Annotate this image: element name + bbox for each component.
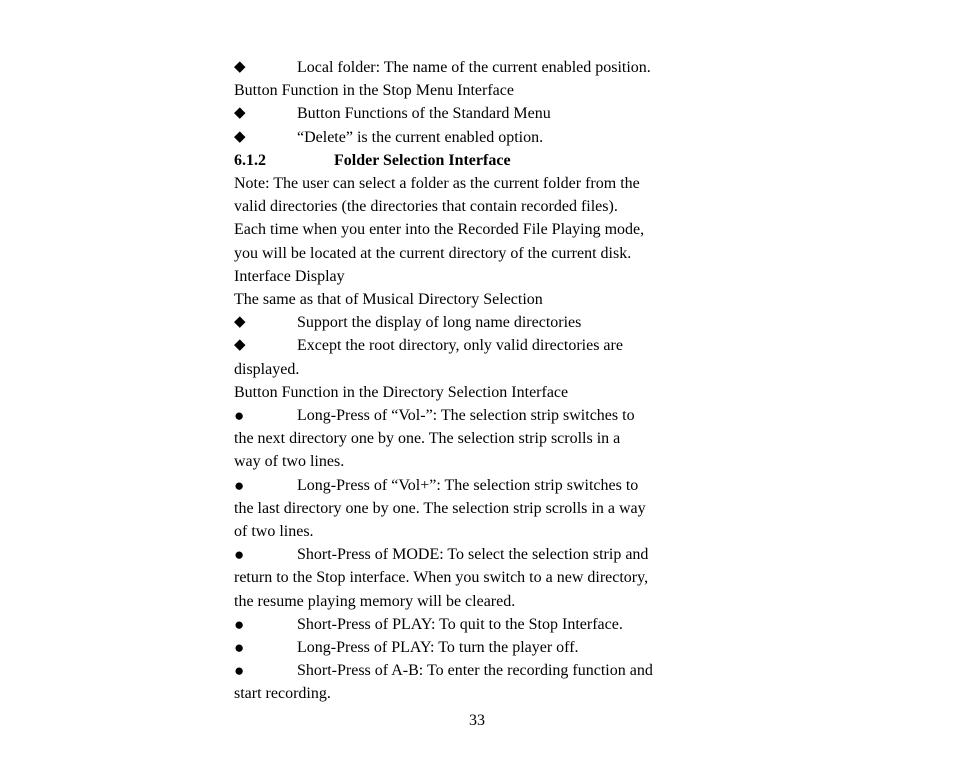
dot-bullet-icon: ● bbox=[234, 475, 245, 495]
bullet-text: Short-Press of A-B: To enter the recording function and bbox=[297, 662, 653, 680]
section-number: 6.1.2 bbox=[234, 151, 266, 169]
bullet-item bbox=[234, 474, 734, 497]
diamond-bullet-icon: ◆ bbox=[234, 337, 246, 354]
bullet-item bbox=[234, 102, 734, 125]
text-line: start recording. bbox=[234, 685, 331, 703]
bullet-item bbox=[234, 56, 734, 79]
text-line: displayed. bbox=[234, 360, 300, 378]
bullet-item bbox=[234, 613, 734, 636]
text-line: the resume playing memory will be cleared. bbox=[234, 592, 516, 610]
bullet-text: Local folder: The name of the current enabled position. bbox=[297, 59, 651, 76]
text-line: Interface Display bbox=[234, 267, 345, 285]
diamond-bullet-icon: ◆ bbox=[234, 128, 246, 145]
bullet-item bbox=[234, 659, 734, 682]
text-line: Button Function in the Stop Menu Interface bbox=[234, 82, 514, 100]
bullet-text: Long-Press of “Vol-”: The selection strip switches to bbox=[297, 407, 635, 425]
bullet-item bbox=[234, 334, 734, 357]
bullet-text: Short-Press of PLAY: To quit to the Stop Interface. bbox=[297, 615, 623, 633]
bullet-text: Long-Press of “Vol+”: The selection strip switches to bbox=[297, 476, 639, 494]
section-heading bbox=[234, 149, 734, 172]
diamond-bullet-icon: ◆ bbox=[234, 105, 246, 122]
text-line: The same as that of Musical Directory Selection bbox=[234, 291, 543, 309]
bullet-item bbox=[234, 404, 734, 427]
bullet-item bbox=[234, 126, 734, 149]
text-line: Button Function in the Directory Selection Interface bbox=[234, 383, 569, 401]
bullet-text: Long-Press of PLAY: To turn the player off. bbox=[297, 639, 579, 657]
dot-bullet-icon: ● bbox=[234, 661, 245, 681]
text-line: the last directory one by one. The selection strip scrolls in a way bbox=[234, 499, 646, 517]
text-line: Note: The user can select a folder as the current folder from the bbox=[234, 175, 640, 193]
diamond-bullet-icon: ◆ bbox=[234, 59, 246, 75]
bullet-text: “Delete” is the current enabled option. bbox=[297, 128, 544, 146]
text-line: the next directory one by one. The selection strip scrolls in a bbox=[234, 430, 621, 448]
document-page bbox=[234, 56, 734, 706]
page-number: 33 bbox=[469, 712, 485, 729]
bullet-text: Short-Press of MODE: To select the selection strip and bbox=[297, 546, 649, 564]
bullet-item bbox=[234, 636, 734, 659]
bullet-item bbox=[234, 311, 734, 334]
diamond-bullet-icon: ◆ bbox=[234, 314, 246, 331]
bullet-text: Button Functions of the Standard Menu bbox=[297, 105, 551, 123]
bullet-text: Except the root directory, only valid directories are bbox=[297, 337, 623, 355]
text-line: you will be located at the current directory of the current disk. bbox=[234, 244, 632, 262]
dot-bullet-icon: ● bbox=[234, 614, 245, 634]
text-line: Each time when you enter into the Recorded File Playing mode, bbox=[234, 221, 645, 239]
section-title: Folder Selection Interface bbox=[334, 151, 511, 169]
dot-bullet-icon: ● bbox=[234, 406, 245, 426]
bullet-text: Support the display of long name directories bbox=[297, 314, 582, 332]
text-line: valid directories (the directories that contain recorded files). bbox=[234, 198, 618, 216]
dot-bullet-icon: ● bbox=[234, 638, 245, 658]
bullet-item bbox=[234, 543, 734, 566]
dot-bullet-icon: ● bbox=[234, 545, 245, 565]
text-line: return to the Stop interface. When you switch to a new directory, bbox=[234, 569, 649, 587]
text-line: way of two lines. bbox=[234, 453, 345, 471]
text-line: of two lines. bbox=[234, 523, 314, 541]
